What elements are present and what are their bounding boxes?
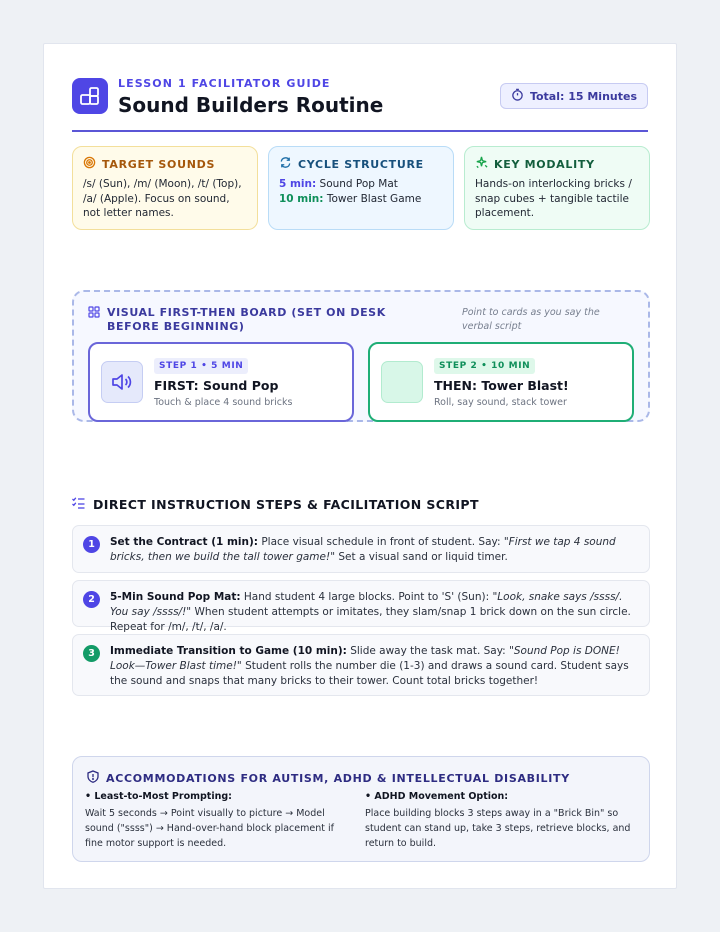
step-1-tag: STEP 1 • 5 MIN [154,358,248,374]
then-card[interactable] [368,342,634,422]
prompting-column [85,789,353,851]
target-icon [83,156,96,172]
instruction-step-3 [72,634,650,696]
cycle-line-1: 5 min: Sound Pop Mat [279,178,398,190]
movement-heading: • ADHD Movement Option: [365,791,509,802]
step-1-sub: Touch & place 4 sound bricks [154,397,293,408]
header-divider [72,130,648,132]
guide-page [43,43,677,889]
key-modality-body: Hands-on interlocking bricks / snap cubes + tangible tactile placement. [475,178,632,219]
step-number: 3 [83,645,100,662]
board-note: Point to cards as you say the verbal script [462,307,600,332]
cycle-structure-title: CYCLE STRUCTURE [298,157,424,171]
key-modality-title: KEY MODALITY [494,157,595,171]
prompting-heading: • Least-to-Most Prompting: [85,791,232,802]
target-sounds-card [72,146,258,230]
total-time-badge [500,83,648,109]
accommodations-panel [72,756,650,862]
step-text: Set the Contract (1 min): Place visual schedule in front of student. Say: "First we tap 4 sound bricks, then we build the tall tower game!" Set a visual sand or liquid timer. [110,536,616,563]
accommodations-title: ACCOMMODATIONS FOR AUTISM, ADHD & INTELLECTUAL DISABILITY [106,771,570,785]
instruction-step-2 [72,580,650,633]
step-1-title: FIRST: Sound Pop [154,378,279,393]
step-number: 1 [83,536,100,553]
step-2-sub: Roll, say sound, stack tower [434,397,567,408]
instruction-step-1 [72,525,650,573]
page-title: Sound Builders Routine [118,93,384,117]
target-sounds-body: /s/ (Sun), /m/ (Moon), /t/ (Top), /a/ (Apple). Focus on sound, not letter names. [83,178,242,219]
grid-logo-icon [72,78,108,114]
step-2-tag: STEP 2 • 10 MIN [434,358,535,374]
tower-placeholder-icon [381,361,423,403]
checklist-icon [72,497,85,512]
step-2-title: THEN: Tower Blast! [434,378,569,393]
cycle-icon [279,156,292,172]
shield-icon [87,770,99,786]
first-then-board [72,290,650,422]
first-card[interactable] [88,342,354,422]
prompting-body: Wait 5 seconds → Point visually to picture → Model sound ("ssss") → Hand-over-hand block placement if fine motor support is needed. [85,808,334,849]
cycle-line-2: 10 min: Tower Blast Game [279,192,422,205]
board-title: VISUAL FIRST-THEN BOARD (SET ON DESK BEFORE BEGINNING) [107,306,386,333]
timer-icon [511,88,524,104]
step-text: 5-Min Sound Pop Mat: Hand student 4 large blocks. Point to 'S' (Sun): "Look, snake says /ssss/. You say /ssss/!" When student attempts or imitates, they slam/snap 1 brick down on the sun circle. Repeat for /m/, /t/, /a/. [110,591,631,633]
instructions-heading: DIRECT INSTRUCTION STEPS & FACILITATION SCRIPT [72,497,479,512]
lesson-eyebrow: LESSON 1 FACILITATOR GUIDE [118,77,331,90]
movement-column [365,789,633,851]
cycle-structure-card [268,146,454,230]
step-number: 2 [83,591,100,608]
total-time-label: Total: 15 Minutes [529,89,637,103]
step-text: Immediate Transition to Game (10 min): Slide away the task mat. Say: "Sound Pop is DONE! Look—Tower Blast time!" Student rolls the number die (1-3) and draws a sound card. Student says the sound and snaps that many bricks to their tower. Count total bricks together! [110,645,629,687]
sparkle-icon [475,156,488,172]
grid-icon [88,306,100,334]
movement-body: Place building blocks 3 steps away in a "Brick Bin" so student can stand up, take 3 steps, retrieve blocks, and return to build. [365,808,631,849]
key-modality-card [464,146,650,230]
speaker-icon [101,361,143,403]
target-sounds-title: TARGET SOUNDS [102,157,216,171]
